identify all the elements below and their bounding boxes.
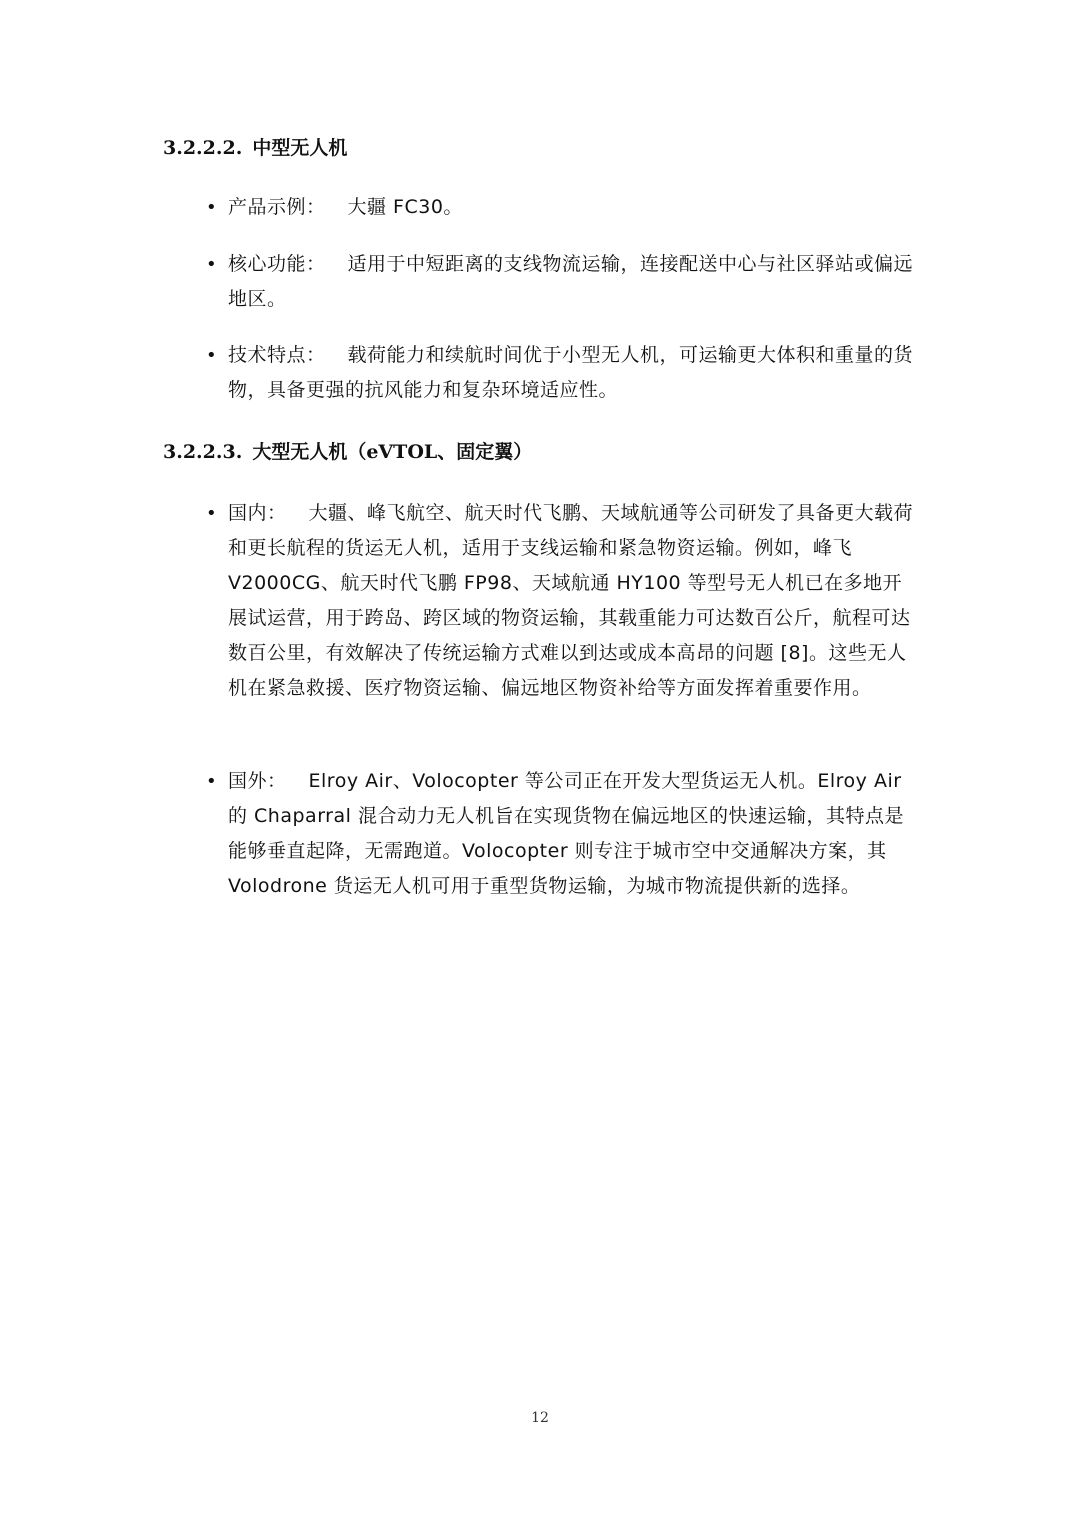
item-text: 适用于中短距离的支线物流运输，连接配送中心与社区驿站或偏远地区。 xyxy=(228,253,914,310)
bullet-dot-icon: • xyxy=(206,503,218,524)
item-text: 大疆、峰飞航空、航天时代飞鹏、天域航通等公司研发了具备更大载荷和更长航程的货运无人机，适用于支线运输和紧急物资运输。例如，峰飞 V2000CG、航天时代飞鹏 FP98、天域航通 HY100 等型号无人机已在多地开展试运营，用于跨岛、跨区域的物资运输，其载重能力可达数百公斤，航程可达数百公里，有效解决了传统运输方式难以到达或成本高昂的问题 [8]。这些无人机在紧急救援、医疗物资运输、偏远地区物资补给等方面发挥着重要作用。 xyxy=(228,502,914,699)
bullet-dot-icon: • xyxy=(206,345,218,366)
item-label: 技术特点： xyxy=(228,344,326,366)
bullet-dot-icon: • xyxy=(206,771,218,792)
item-label: 国外： xyxy=(228,770,287,792)
bullet-dot-icon: • xyxy=(206,254,218,275)
item-label: 核心功能： xyxy=(228,253,326,275)
section-title: 中型无人机 xyxy=(252,137,348,159)
page-number: 12 xyxy=(531,1410,549,1426)
bullet-dot-icon: • xyxy=(206,197,218,218)
list-item-domestic xyxy=(206,496,918,706)
item-text: 大疆 FC30。 xyxy=(347,196,463,218)
item-label: 国内： xyxy=(228,502,287,524)
item-label: 产品示例： xyxy=(228,196,326,218)
section-heading-large-drone xyxy=(163,440,532,464)
item-text: 载荷能力和续航时间优于小型无人机，可运输更大体积和重量的货物，具备更强的抗风能力和复杂环境适应性。 xyxy=(228,344,914,401)
section-heading-medium-drone xyxy=(163,136,347,160)
list-item-technical-features xyxy=(206,338,918,408)
list-item-core-function xyxy=(206,247,918,317)
list-item-international xyxy=(206,764,918,904)
section-title: 大型无人机（eVTOL、固定翼） xyxy=(252,441,533,463)
section-number: 3.2.2.3. xyxy=(163,441,243,463)
section-number: 3.2.2.2. xyxy=(163,137,243,159)
item-text: Elroy Air、Volocopter 等公司正在开发大型货运无人机。Elroy Air 的 Chaparral 混合动力无人机旨在实现货物在偏远地区的快速运输，其特点是能够垂直起降，无需跑道。Volocopter 则专注于城市空中交通解决方案，其 Volodrone 货运无人机可用于重型货物运输，为城市物流提供新的选择。 xyxy=(228,770,904,897)
list-item-product-example xyxy=(206,190,918,225)
